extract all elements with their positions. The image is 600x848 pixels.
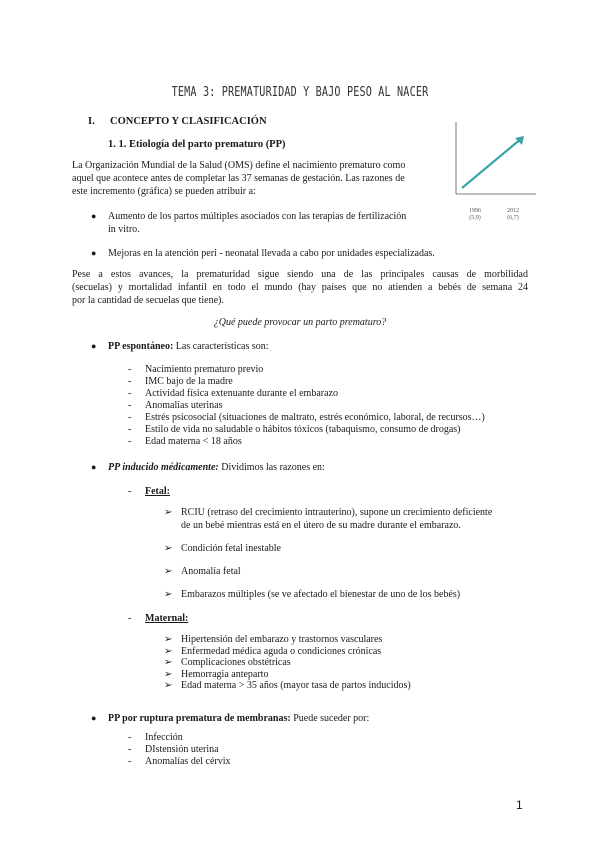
list-item: Aumento de los partos múltiples asociados con las terapias de fertilización in vitro. bbox=[108, 211, 407, 235]
fetal-heading: Fetal: bbox=[145, 486, 170, 497]
growth-chart bbox=[452, 120, 538, 200]
dash-icon: - bbox=[128, 613, 132, 624]
list-item-text: Complicaciones obstétricas bbox=[181, 657, 291, 668]
list-item: RCIU (retraso del crecimiento intrauterino), supone un crecimiento deficiente de un bebé mientras está en el útero de su madre durante el embarazo. bbox=[181, 507, 493, 531]
dash-icon: - bbox=[128, 364, 132, 375]
list-item bbox=[128, 376, 233, 389]
dash-icon: - bbox=[128, 412, 132, 423]
dash-icon: - bbox=[128, 486, 132, 497]
chart-trend-line bbox=[462, 138, 522, 188]
section-heading: CONCEPTO Y CLASIFICACIÓN bbox=[110, 116, 267, 127]
list-item bbox=[128, 364, 263, 377]
dash-icon: - bbox=[128, 400, 132, 411]
pp-rupture-heading: PP por ruptura prematura de membranas: Puede suceder por: bbox=[108, 713, 370, 724]
list-item: Condición fetal inestable bbox=[181, 543, 281, 554]
list-item-text: Hipertensión del embarazo y trastornos vasculares bbox=[181, 634, 383, 645]
list-item: Mejoras en la atención peri - neonatal llevada a cabo por unidades especializadas. bbox=[108, 248, 435, 259]
list-item bbox=[128, 388, 338, 401]
dash-icon: - bbox=[128, 376, 132, 387]
dash-icon: - bbox=[128, 436, 132, 447]
chart-x-label-2012: 2012 (6,7) bbox=[507, 208, 519, 221]
dash-icon: - bbox=[128, 424, 132, 435]
list-item bbox=[128, 424, 461, 437]
bullet-icon: ● bbox=[91, 211, 97, 221]
list-item-text: Hemorragia anteparto bbox=[181, 668, 269, 680]
pp-induced-heading: PP inducido médicamente: Dividimos las razones en: bbox=[108, 462, 325, 473]
dash-icon: - bbox=[128, 744, 132, 755]
list-item-text: DIstensión uterina bbox=[145, 744, 219, 755]
bullet-icon: ● bbox=[91, 248, 97, 258]
arrow-icon: ➢ bbox=[164, 680, 173, 691]
intro-paragraph: La Organización Mundial de la Salud (OMS) define el nacimiento prematuro como aquel que acontece antes de completar las 37 semanas de gestación. Las razones de este incremento (gráfica) se pueden atribuir a: bbox=[72, 160, 406, 197]
question-heading: ¿Qué puede provocar un parto prematuro? bbox=[213, 317, 387, 328]
list-item-text: Anomalías del cérvix bbox=[145, 756, 231, 767]
bullet-icon: ● bbox=[91, 713, 97, 723]
list-item: Embarazos múltiples (se ve afectado el bienestar de uno de los bebés) bbox=[181, 589, 461, 600]
list-item bbox=[164, 680, 411, 693]
list-item bbox=[128, 400, 222, 413]
list-item-text: Actividad física extenuante durante el embarazo bbox=[145, 388, 338, 399]
chart-x-label-1996: 1996 (5,9) bbox=[469, 208, 481, 221]
list-item bbox=[128, 732, 183, 745]
arrow-icon: ➢ bbox=[164, 668, 173, 680]
maternal-heading: Maternal: bbox=[145, 613, 189, 624]
section-number: I. bbox=[88, 116, 95, 127]
arrow-icon: ➢ bbox=[164, 543, 173, 554]
bullet-icon: ● bbox=[91, 341, 97, 351]
list-item-text: Anomalías uterinas bbox=[145, 400, 223, 411]
list-item-text: Estilo de vida no saludable o hábitos tóxicos (tabaquismo, consumo de drogas) bbox=[145, 424, 461, 435]
list-item-text: Edad materna > 35 años (mayor tasa de partos inducidos) bbox=[181, 680, 411, 691]
arrow-icon: ➢ bbox=[164, 645, 173, 657]
list-item bbox=[128, 756, 231, 769]
arrow-icon: ➢ bbox=[164, 589, 173, 600]
arrow-icon: ➢ bbox=[164, 566, 173, 577]
list-item bbox=[128, 744, 219, 757]
dash-icon: - bbox=[128, 732, 132, 743]
body-paragraph: Pese a estos avances, la prematuridad sigue siendo una de las principales causas de morbilidad (secuelas) y mortalidad infantil en todo el mundo (hay países que no atienden a bebés de semana 24 por la cantidad de secuelas que tiene). bbox=[72, 269, 528, 306]
list-item: Anomalía fetal bbox=[181, 566, 241, 577]
list-item bbox=[128, 436, 242, 449]
arrow-icon: ➢ bbox=[164, 634, 173, 645]
dash-icon: - bbox=[128, 388, 132, 399]
list-item-text: Nacimiento prematuro previo bbox=[145, 364, 264, 375]
list-item-text: Enfermedad médica aguda o condiciones crónicas bbox=[181, 645, 382, 657]
list-item-text: IMC bajo de la madre bbox=[145, 376, 233, 387]
page-title: TEMA 3: PREMATURIDAD Y BAJO PESO AL NACER bbox=[171, 85, 429, 100]
arrow-icon: ➢ bbox=[164, 507, 173, 518]
bullet-icon: ● bbox=[91, 462, 97, 472]
list-item-text: Infección bbox=[145, 732, 183, 743]
pp-spontaneous-heading: PP espontáneo: Las características son: bbox=[108, 341, 269, 352]
list-item-text: Estrés psicosocial (situaciones de maltrato, estrés económico, laboral, de recursos…) bbox=[145, 412, 485, 423]
list-item bbox=[128, 412, 485, 425]
dash-icon: - bbox=[128, 756, 132, 767]
list-item-text: Edad materna < 18 años bbox=[145, 436, 242, 447]
subsection-heading: 1. 1. Etiología del parto prematuro (PP) bbox=[108, 139, 286, 150]
page-number: 1 bbox=[516, 798, 523, 812]
arrow-icon: ➢ bbox=[164, 657, 173, 668]
